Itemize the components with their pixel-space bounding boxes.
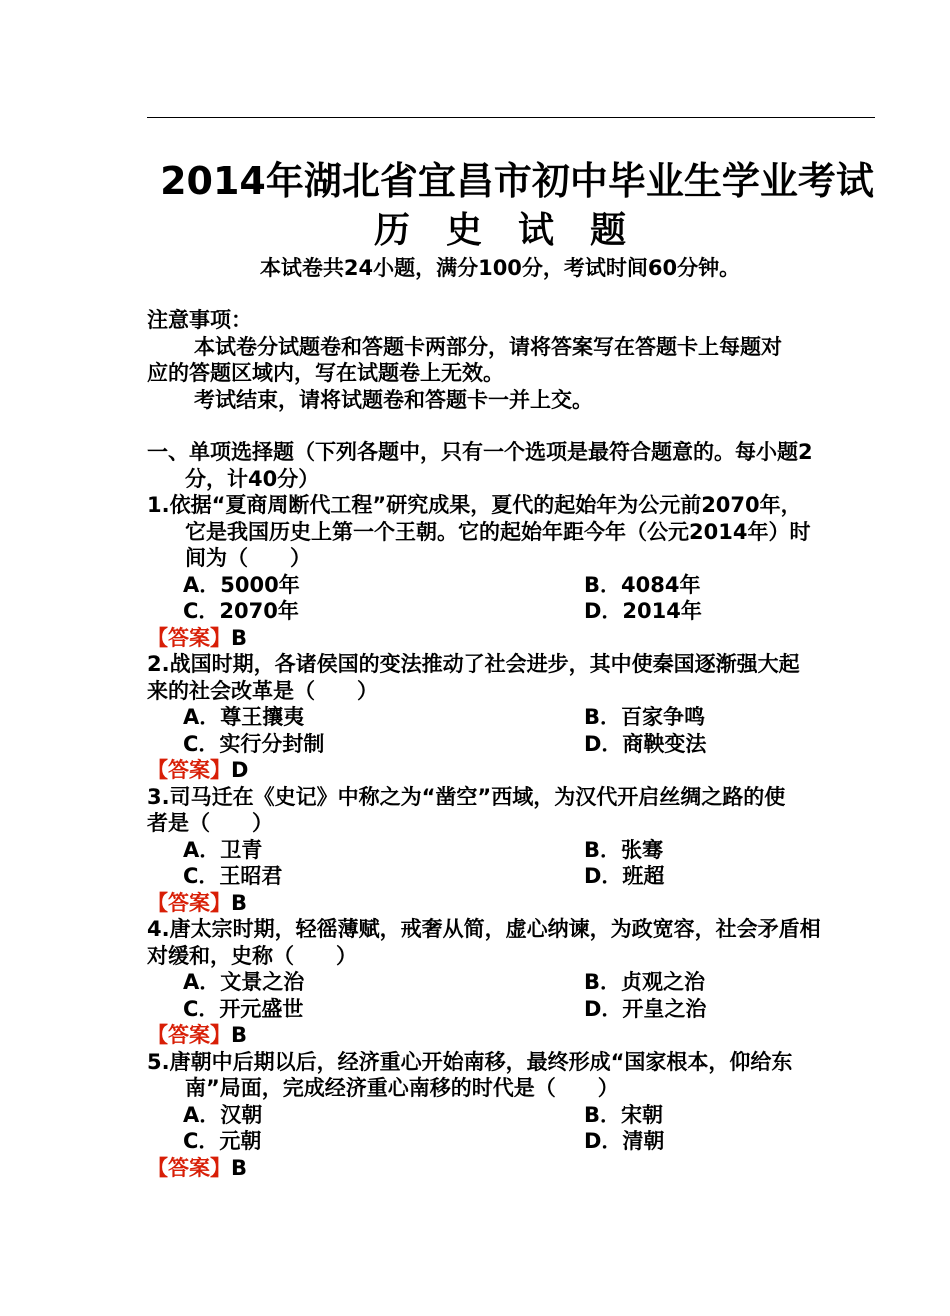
answer-value: B bbox=[231, 1023, 248, 1047]
question-text: 者是（ ） bbox=[147, 811, 273, 835]
option-b: B．贞观之治 bbox=[584, 970, 706, 994]
notice-line: 本试卷分试题卷和答题卡两部分，请将答案写在答题卡上每题对 bbox=[194, 334, 782, 359]
notice-line: 应的答题区域内，写在试题卷上无效。 bbox=[147, 361, 504, 385]
option-c: C．开元盛世 bbox=[183, 996, 304, 1021]
section-heading: 一、单项选择题（下列各题中，只有一个选项是最符合题意的。每小题2 bbox=[147, 440, 813, 464]
exam-subject bbox=[25, 202, 950, 253]
option-a: A．卫青 bbox=[183, 837, 263, 862]
question-text: 3.司马迁在《史记》中称之为“凿空”西域，为汉代开启丝绸之路的使 bbox=[147, 784, 786, 809]
subject-char: 题 bbox=[590, 210, 627, 251]
option-d: D．班超 bbox=[584, 864, 665, 888]
option-d: D．2014年 bbox=[584, 599, 702, 623]
notice-heading: 注意事项： bbox=[147, 308, 252, 332]
option-b: B．宋朝 bbox=[584, 1102, 664, 1127]
question-2 bbox=[147, 651, 887, 784]
question-5 bbox=[147, 1049, 887, 1182]
header-rule bbox=[147, 117, 875, 118]
option-b: B．张骞 bbox=[584, 837, 664, 862]
notice-line: 考试结束，请将试题卷和答题卡一并上交。 bbox=[194, 387, 593, 412]
subject-char: 历 bbox=[373, 210, 410, 251]
question-text: 来的社会改革是（ ） bbox=[147, 678, 378, 703]
question-text: 5.唐朝中后期以后，经济重心开始南移，最终形成“国家根本，仰给东 bbox=[147, 1049, 793, 1074]
exam-info: 本试卷共24小题，满分100分，考试时间60分钟。 bbox=[259, 256, 741, 280]
exam-title: 2014年湖北省宜昌市初中毕业生学业考试 bbox=[160, 159, 874, 203]
answer-value: D bbox=[231, 758, 249, 782]
answer-line bbox=[147, 757, 887, 784]
question-text: 对缓和，史称（ ） bbox=[147, 943, 357, 968]
answer-line bbox=[147, 1155, 887, 1182]
exam-content bbox=[147, 307, 887, 1181]
answer-value: B bbox=[231, 890, 248, 915]
option-c: C．实行分封制 bbox=[183, 731, 325, 756]
answer-label: 【答案】 bbox=[147, 758, 231, 782]
question-text: 南”局面，完成经济重心南移的时代是（ ） bbox=[185, 1076, 619, 1100]
subject-char: 试 bbox=[518, 210, 555, 251]
option-a: A．汉朝 bbox=[183, 1102, 263, 1127]
option-c: C．王昭君 bbox=[183, 864, 283, 888]
answer-value: B bbox=[231, 625, 248, 650]
question-text: 间为（ ） bbox=[185, 546, 311, 570]
option-d: D．商鞅变法 bbox=[584, 731, 707, 756]
option-c: C．2070年 bbox=[183, 599, 299, 623]
section-heading-cont: 分，计40分） bbox=[185, 466, 320, 491]
question-text: 它是我国历史上第一个王朝。它的起始年距今年（公元2014年）时 bbox=[185, 519, 811, 544]
answer-line bbox=[147, 625, 887, 652]
option-b: B．百家争鸣 bbox=[584, 705, 706, 729]
question-text: 4.唐太宗时期，轻徭薄赋，戒奢从简，虚心纳谏，为政宽容，社会矛盾相 bbox=[147, 917, 821, 941]
answer-value: B bbox=[231, 1155, 248, 1180]
subject-char: 史 bbox=[445, 210, 482, 251]
option-d: D．清朝 bbox=[584, 1129, 665, 1153]
answer-label: 【答案】 bbox=[147, 1155, 231, 1180]
answer-label: 【答案】 bbox=[147, 890, 231, 915]
option-a: A．5000年 bbox=[183, 572, 300, 597]
option-c: C．元朝 bbox=[183, 1129, 262, 1153]
question-text: 1.依据“夏商周断代工程”研究成果，夏代的起始年为公元前2070年， bbox=[147, 493, 802, 517]
answer-label: 【答案】 bbox=[147, 1023, 231, 1047]
option-b: B．4084年 bbox=[584, 572, 701, 597]
option-d: D．开皇之治 bbox=[584, 996, 707, 1021]
option-a: A．文景之治 bbox=[183, 970, 305, 994]
answer-line bbox=[147, 1022, 887, 1049]
answer-line bbox=[147, 890, 887, 917]
question-3 bbox=[147, 784, 887, 917]
question-4 bbox=[147, 916, 887, 1049]
option-a: A．尊王攘夷 bbox=[183, 705, 305, 729]
question-text: 2.战国时期，各诸侯国的变法推动了社会进步，其中使秦国逐渐强大起 bbox=[147, 652, 800, 676]
answer-label: 【答案】 bbox=[147, 625, 231, 650]
question-1 bbox=[147, 492, 887, 651]
